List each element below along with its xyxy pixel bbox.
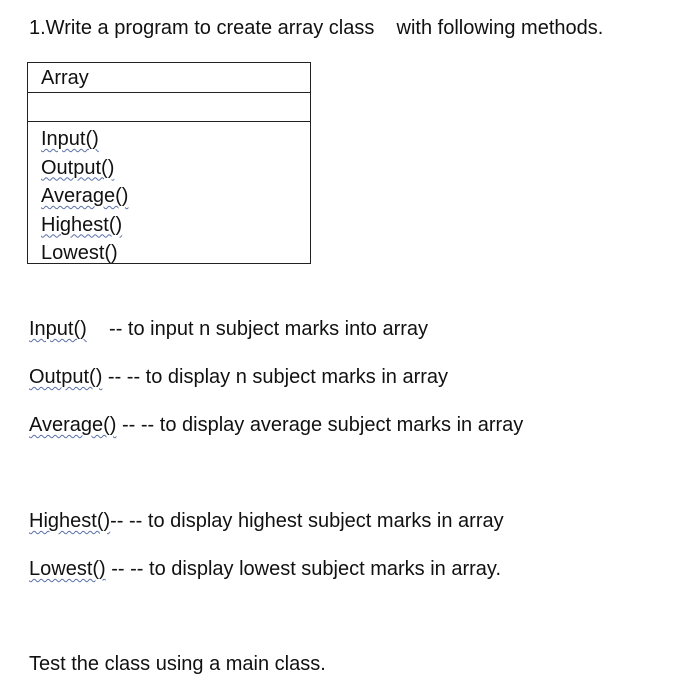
uml-class-name: Array [28, 63, 310, 93]
uml-method-input: Input() [41, 128, 99, 150]
footer-instruction: Test the class using a main class. [29, 653, 326, 675]
description-method-name: Output() [29, 366, 103, 388]
uml-method-highest: Highest() [41, 213, 123, 236]
uml-method-average: Average() [41, 185, 129, 207]
description-output [29, 365, 448, 389]
description-text: -- -- to display n subject marks in array [102, 366, 449, 388]
description-method-name: Average() [29, 414, 117, 436]
description-text: -- -- to display highest subject marks in array [110, 510, 504, 532]
uml-method-output: Output() [41, 156, 115, 179]
description-lowest [29, 557, 501, 581]
description-text: -- -- to display average subject marks in array [116, 414, 524, 436]
description-text: -- to input n subject marks into array [86, 318, 429, 340]
uml-methods-section [28, 122, 310, 268]
uml-class-diagram [27, 62, 311, 264]
uml-method-lowest: Lowest() [41, 242, 118, 264]
description-highest [29, 509, 504, 533]
description-method-name: Lowest() [29, 558, 106, 580]
description-text: -- -- to display lowest subject marks in array. [105, 558, 501, 580]
question-heading: 1.Write a program to create array class with following methods. [29, 17, 604, 39]
description-input [29, 317, 428, 341]
description-average [29, 413, 523, 437]
description-method-name: Highest() [29, 510, 111, 532]
uml-attributes-section [28, 93, 310, 122]
description-method-name: Input() [29, 318, 87, 340]
